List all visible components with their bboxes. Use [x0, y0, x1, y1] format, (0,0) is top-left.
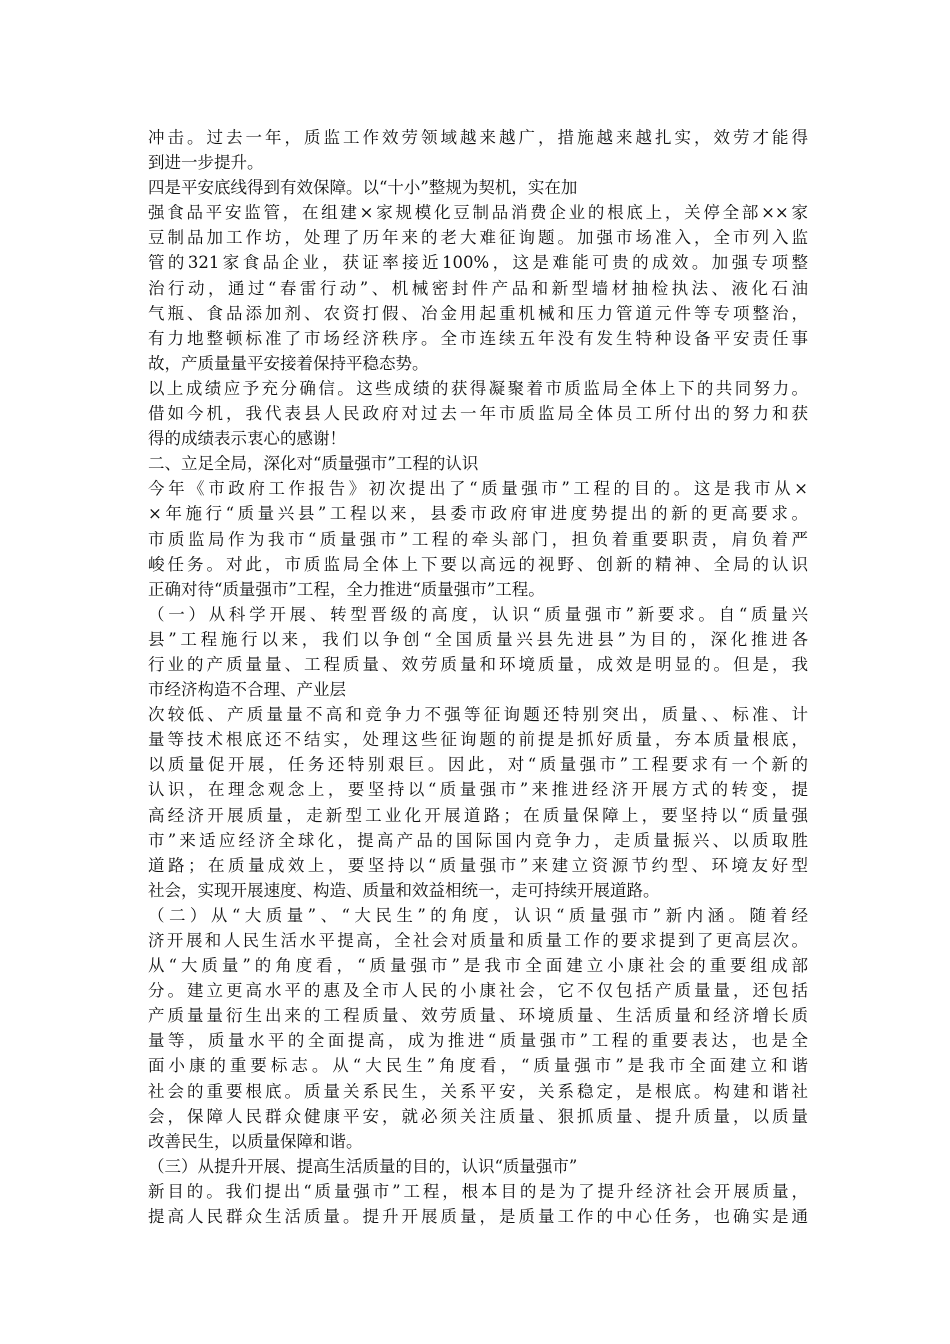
text-line: 社会，实现开展速度、构造、质量和效益相统一，走可持续开展道路。 — [148, 880, 660, 900]
text-line: 以质量促开展，任务还特别艰巨。因此，对“质量强市”工程要求有一个新的 — [148, 755, 808, 775]
text-line: （二）从“大质量”、“大民生”的角度，认识“质量强市”新内涵。随着经 — [148, 905, 808, 925]
text-line: 新目的。我们提出“质量强市”工程，根本目的是为了提升经济社会开展质量， — [148, 1181, 808, 1201]
text-line: 有力地整顿标准了市场经济秩序。全市连续五年没有发生特种设备平安责任事 — [148, 328, 808, 348]
text-line: 得的成绩表示衷心的感谢！ — [148, 429, 346, 449]
text-line: 市经济构造不合理、产业层 — [148, 680, 346, 700]
text-line: 管的321家食品企业，获证率接近100%，这是难能可贵的成效。加强专项整 — [148, 253, 808, 273]
document-body — [148, 125, 808, 1229]
text-line: 高经济开展质量，走新型工业化开展道路；在质量保障上，要坚持以“质量强 — [148, 805, 808, 825]
text-line: 四是平安底线得到有效保障。以“十小”整规为契机，实在加 — [148, 178, 578, 198]
text-line: 县”工程施行以来，我们以争创“全国质量兴县先进县”为目的，深化推进各 — [148, 629, 808, 649]
text-line: 道路；在质量成效上，要坚持以“质量强市”来建立资源节约型、环境友好型 — [148, 855, 808, 875]
text-line: 量等技术根底还不结实，处理这些征询题的前提是抓好质量，夯本质量根底， — [148, 730, 808, 750]
text-line: 故，产质量量平安接着保持平稳态势。 — [148, 353, 429, 373]
text-line: 改善民生，以质量保障和谐。 — [148, 1131, 363, 1151]
text-line: ×年施行“质量兴县”工程以来，县委市政府审进度势提出的新的更高要求。 — [148, 504, 808, 524]
text-line: 济开展和人民生活水平提高，全社会对质量和质量工作的要求提到了更高层次。 — [148, 931, 808, 950]
text-line: 正确对待“质量强市”工程，全力推进“质量强市”工程。 — [148, 579, 545, 599]
text-line: 会，保障人民群众健康平安，就必须关注质量、狠抓质量、提升质量，以质量 — [148, 1106, 808, 1126]
text-line: 以上成绩应予充分确信。这些成绩的获得凝聚着市质监局全体上下的共同努力。 — [148, 378, 808, 398]
text-line: 分。建立更高水平的惠及全市人民的小康社会，它不仅包括产质量量，还包括 — [148, 981, 808, 1001]
text-line: 二、立足全局，深化对“质量强市”工程的认识 — [148, 454, 479, 474]
text-line: 冲击。过去一年，质监工作效劳领域越来越广，措施越来越扎实，效劳才能得 — [148, 128, 808, 147]
text-line: 行业的产质量量、工程质量、效劳质量和环境质量，成效是明显的。但是，我 — [148, 654, 808, 674]
text-line: 峻任务。对此，市质监局全体上下要以高远的视野、创新的精神、全局的认识 — [148, 554, 808, 574]
text-line: 到进一步提升。 — [148, 153, 264, 173]
text-line: 量等，质量水平的全面提高，成为推进“质量强市”工程的重要表达，也是全 — [148, 1031, 808, 1051]
text-line: 治行动，通过“春雷行动”、机械密封件产品和新型墙材抽检执法、液化石油 — [148, 278, 808, 298]
text-line: 豆制品加工作坊，处理了历年来的老大难征询题。加强市场准入，全市列入监 — [148, 228, 808, 248]
text-line: 次较低、产质量量不高和竞争力不强等征询题还特别突出，质量、、标准、计 — [148, 705, 808, 725]
text-line: （一）从科学开展、转型晋级的高度，认识“质量强市”新要求。自“质量兴 — [148, 604, 808, 624]
text-line: 认识，在理念观念上，要坚持以“质量强市”来推进经济开展方式的转变，提 — [148, 780, 808, 800]
text-line: （三）从提升开展、提高生活质量的目的，认识“质量强市” — [148, 1156, 578, 1176]
text-line: 社会的重要根底。质量关系民生，关系平安，关系稳定，是根底。构建和谐社 — [148, 1081, 808, 1101]
text-line: 市质监局作为我市“质量强市”工程的牵头部门，担负着重要职责，肩负着严 — [148, 529, 808, 549]
text-line: 强食品平安监管，在组建×家规模化豆制品消费企业的根底上，关停全部××家 — [148, 203, 808, 223]
text-line: 市”来适应经济全球化，提高产品的国际国内竞争力，走质量振兴、以质取胜 — [148, 830, 808, 850]
text-line: 提高人民群众生活质量。提升开展质量，是质量工作的中心任务，也确实是通 — [148, 1207, 808, 1227]
text-line: 借如今机，我代表县人民政府对过去一年市质监局全体员工所付出的努力和获 — [148, 404, 808, 424]
text-line: 从“大质量”的角度看，“质量强市”是我市全面建立小康社会的重要组成部 — [148, 956, 808, 976]
text-line: 气瓶、食品添加剂、农资打假、冶金用起重机械和压力管道元件等专项整治， — [148, 303, 808, 323]
text-line: 面小康的重要标志。从“大民生”角度看，“质量强市”是我市全面建立和谐 — [148, 1056, 808, 1076]
text-line: 产质量量衍生出来的工程质量、效劳质量、环境质量、生活质量和经济增长质 — [148, 1006, 808, 1026]
text-line: 今年《市政府工作报告》初次提出了“质量强市”工程的目的。这是我市从× — [148, 479, 808, 499]
